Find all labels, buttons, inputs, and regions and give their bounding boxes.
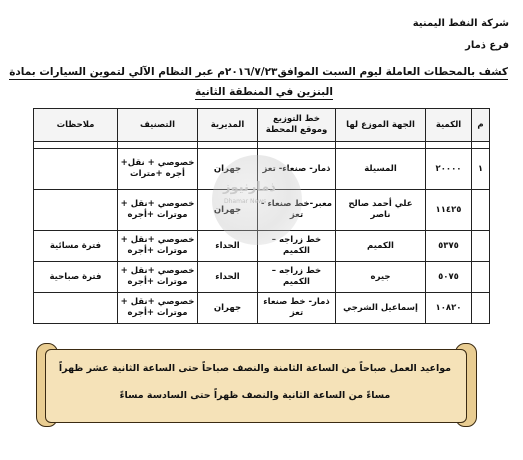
cell-quantity: ٥٠٧٥ bbox=[426, 262, 472, 293]
watermark-text: ذمارنيوز bbox=[223, 180, 276, 195]
table-header-row bbox=[34, 109, 490, 142]
cell-recipient: المسيلة bbox=[336, 149, 426, 190]
cell-classification: خصوصي +نقل + موترات +أجره bbox=[118, 190, 198, 231]
notice-line1: مواعيد العمل صباحاً من الساعة الثامنة والنصف صباحاً حتى الساعة الثانية عشر ظهراً bbox=[58, 363, 452, 374]
table-spacer-row bbox=[34, 142, 490, 149]
cell-notes: فترة مسائية bbox=[34, 231, 118, 262]
cell-recipient: علي أحمد صالح ناصر bbox=[336, 190, 426, 231]
cell-notes: فترة صباحية bbox=[34, 262, 118, 293]
cell-recipient: الكميم bbox=[336, 231, 426, 262]
branch-name: فرع ذمار bbox=[465, 40, 509, 51]
cell-index: ١ bbox=[472, 149, 490, 190]
spacer-cell bbox=[472, 142, 490, 149]
col-header-index: م bbox=[472, 109, 490, 142]
cell-district: جهران bbox=[198, 293, 258, 324]
cell-route: ذمار- خط صنعاء تعز bbox=[258, 293, 336, 324]
cell-recipient: إسماعيل الشرجي bbox=[336, 293, 426, 324]
cell-index bbox=[472, 293, 490, 324]
cell-classification: خصوصي +نقل + موترات +أجره bbox=[118, 293, 198, 324]
col-header-notes: ملاحظات bbox=[34, 109, 118, 142]
cell-index bbox=[472, 262, 490, 293]
cell-district: جهران bbox=[198, 149, 258, 190]
notice-line2: مساءً من الساعة الثانية والنصف ظهراً حتى السادسة مساءً bbox=[119, 390, 391, 401]
document-title-line2 bbox=[20, 86, 508, 100]
cell-route: خط زراجه – الكميم bbox=[258, 231, 336, 262]
cell-recipient: جيره bbox=[336, 262, 426, 293]
cell-notes bbox=[34, 293, 118, 324]
cell-quantity: ٢٠٠٠٠ bbox=[426, 149, 472, 190]
col-header-classification: التصنيف bbox=[118, 109, 198, 142]
cell-classification: خصوصي + نقل+ أجره +مترات bbox=[118, 149, 198, 190]
cell-route: معبر-خط صنعاء - تعز bbox=[258, 190, 336, 231]
cell-classification: خصوصي +نقل + موترات +أجره bbox=[118, 262, 198, 293]
cell-notes bbox=[34, 149, 118, 190]
cell-notes bbox=[34, 190, 118, 231]
col-header-district: المديرية bbox=[198, 109, 258, 142]
title-line1-text: كشف بالمحطات العاملة ليوم السبت الموافق٢٠١٦/٧/٢٣م عبر النظام الآلي لتموين السيارات بمادة bbox=[9, 66, 508, 78]
cell-classification: خصوصي +نقل + موترات +أجره bbox=[118, 231, 198, 262]
spacer-cell bbox=[34, 142, 118, 149]
cell-route: ذمار- صنعاء- تعز bbox=[258, 149, 336, 190]
cell-quantity: ١٠٨٢٠ bbox=[426, 293, 472, 324]
cell-district: الحداء bbox=[198, 231, 258, 262]
spacer-cell bbox=[198, 142, 258, 149]
spacer-cell bbox=[118, 142, 198, 149]
col-header-quantity: الكمية bbox=[426, 109, 472, 142]
document-title-line1 bbox=[9, 66, 508, 80]
cell-index bbox=[472, 231, 490, 262]
cell-index bbox=[472, 190, 490, 231]
cell-quantity: ٥٣٧٥ bbox=[426, 231, 472, 262]
company-name: شركة النفط اليمنية bbox=[412, 18, 509, 29]
title-line2-text: البنزين في المنطقة الثانية bbox=[195, 86, 333, 98]
spacer-cell bbox=[336, 142, 426, 149]
table-row bbox=[34, 262, 490, 293]
cell-district: الحداء bbox=[198, 262, 258, 293]
cell-route: خط زراجه – الكميم bbox=[258, 262, 336, 293]
col-header-route: خط التوزيع وموقع المحطة bbox=[258, 109, 336, 142]
working-hours-notice bbox=[45, 349, 467, 423]
spacer-cell bbox=[426, 142, 472, 149]
cell-district: جهران bbox=[198, 190, 258, 231]
table-row bbox=[34, 293, 490, 324]
cell-quantity: ١١٤٢٥ bbox=[426, 190, 472, 231]
watermark-subtext: Dhamar News bbox=[224, 198, 267, 205]
col-header-recipient: الجهة الموزع لها bbox=[336, 109, 426, 142]
spacer-cell bbox=[258, 142, 336, 149]
